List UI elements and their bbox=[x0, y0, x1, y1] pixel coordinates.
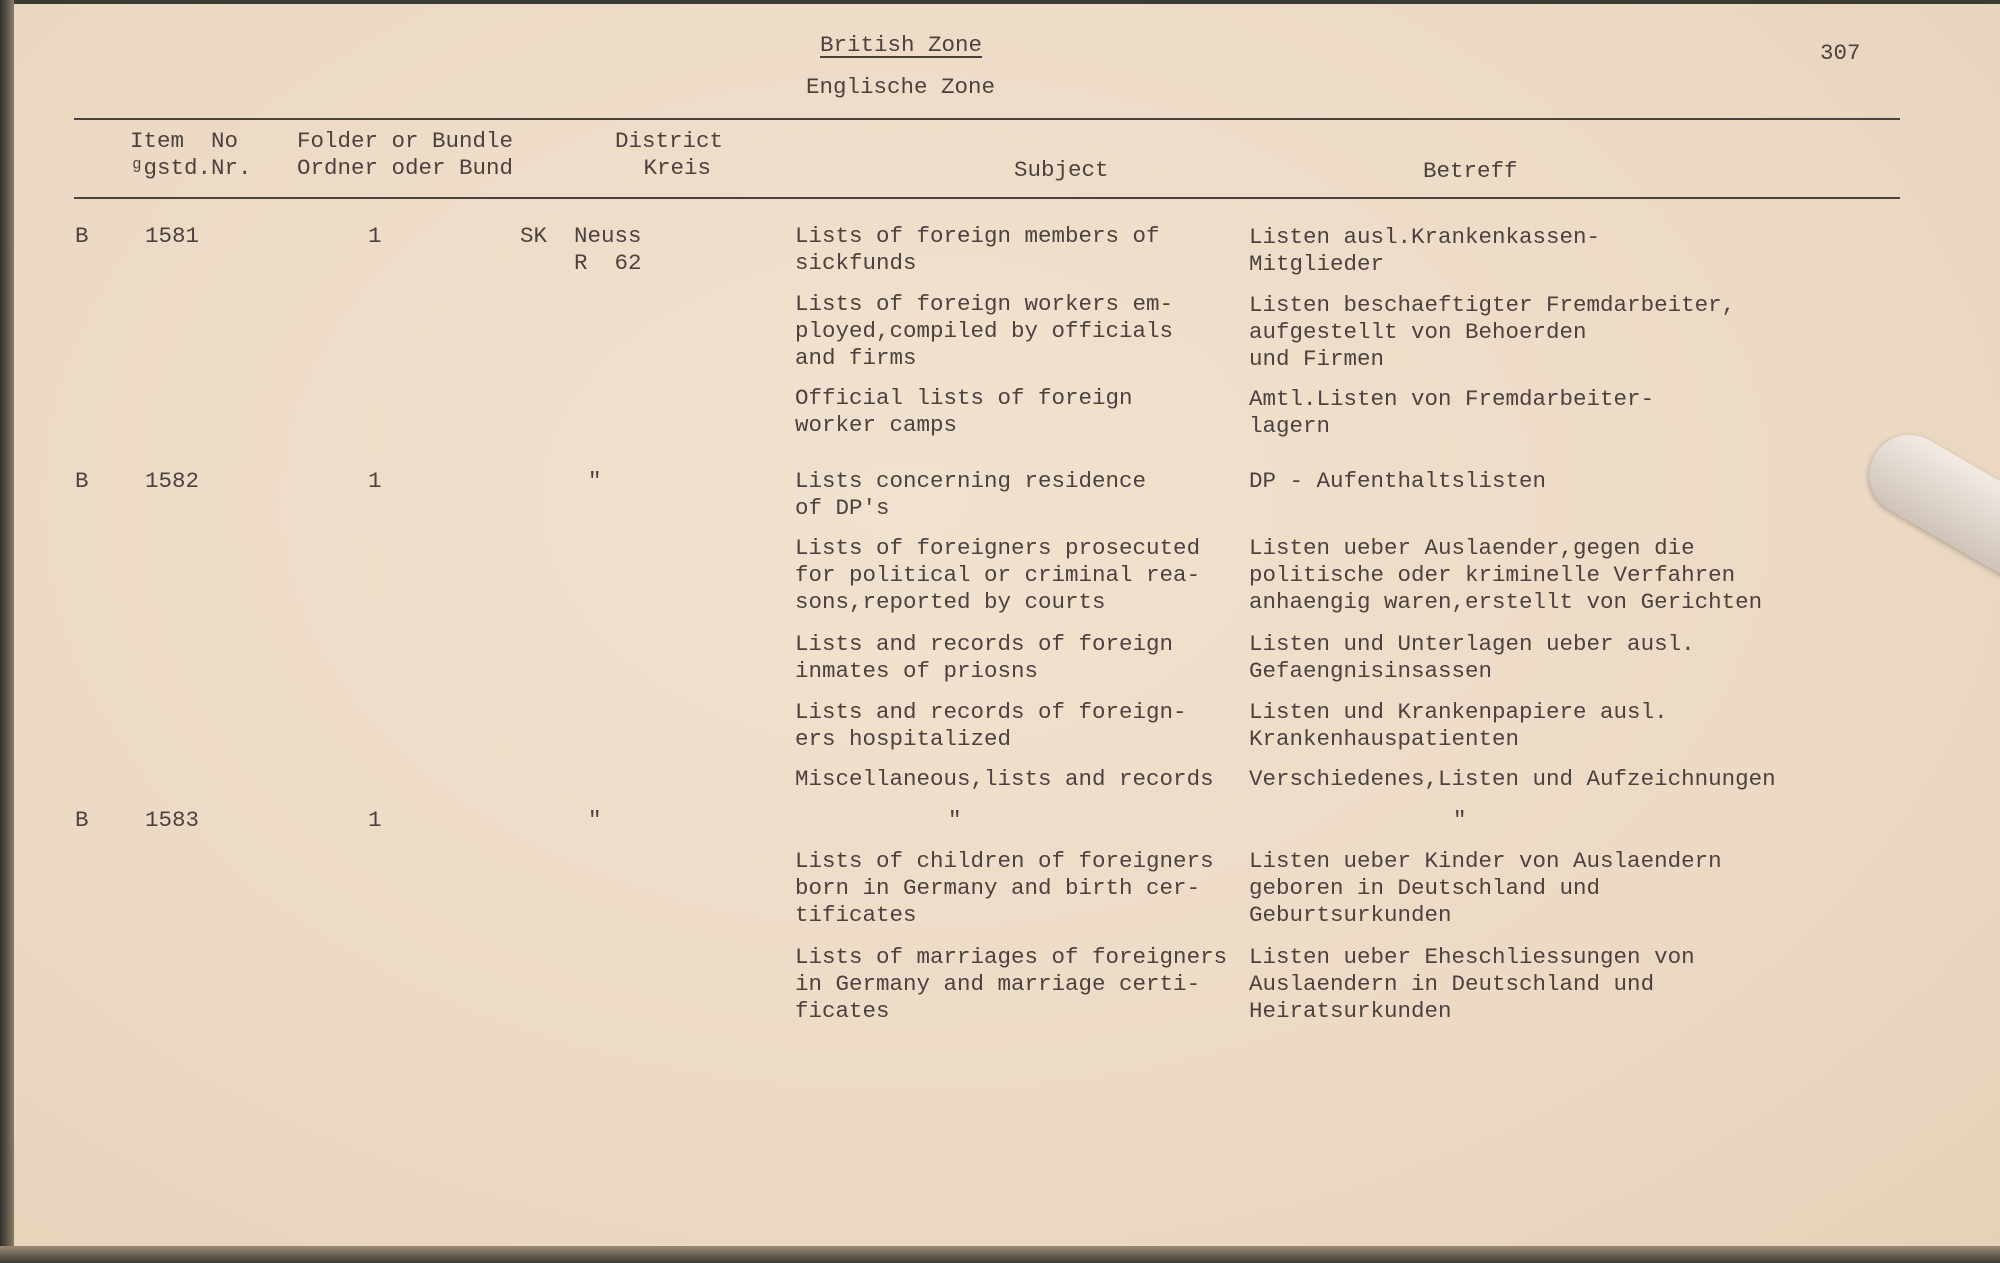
row-subject: Lists concerning residence of DP's bbox=[795, 468, 1147, 521]
row-betreff: Listen und Unterlagen ueber ausl. Gefaengnisinsassen bbox=[1249, 631, 1695, 684]
row-betreff: Listen ueber Auslaender,gegen die politische oder kriminelle Verfahren anhaengig waren,erstellt von Gerichten bbox=[1249, 535, 1763, 615]
row-folder: 1 bbox=[368, 223, 382, 249]
row-betreff: Verschiedenes,Listen und Aufzeichnungen bbox=[1249, 766, 1776, 792]
row-prefix: B bbox=[75, 468, 89, 494]
row-betreff: Listen und Krankenpapiere ausl. Krankenhauspatienten bbox=[1249, 699, 1668, 752]
row-betreff: Listen ueber Kinder von Auslaendern geboren in Deutschland und Geburtsurkunden bbox=[1249, 848, 1722, 928]
row-betreff: Listen ausl.Krankenkassen- Mitglieder bbox=[1249, 224, 1601, 277]
row-subject-ditto: " bbox=[948, 807, 962, 833]
header-folder: Folder or Bundle bbox=[297, 128, 514, 154]
binding-edge bbox=[0, 0, 14, 1263]
row-folder: 1 bbox=[368, 807, 382, 833]
row-district-code: SK bbox=[520, 223, 548, 249]
document-page bbox=[14, 4, 2000, 1248]
header-item-no: Item No bbox=[130, 128, 239, 154]
header-item-no-de: ᵍgstd.Nr. bbox=[130, 155, 252, 181]
row-betreff: DP - Aufenthaltslisten bbox=[1249, 468, 1547, 494]
row-betreff: Amtl.Listen von Fremdarbeiter- lagern bbox=[1249, 386, 1655, 439]
header-betreff: Betreff bbox=[1423, 158, 1518, 184]
row-betreff: Listen ueber Eheschliessungen von Auslaendern in Deutschland und Heiratsurkunden bbox=[1249, 944, 1695, 1024]
row-item-no: 1583 bbox=[145, 807, 200, 833]
row-district-ditto: " bbox=[588, 468, 602, 494]
zone-subtitle: Englische Zone bbox=[806, 74, 996, 100]
header-folder-de: Ordner oder Bund bbox=[297, 155, 514, 181]
row-prefix: B bbox=[75, 223, 89, 249]
row-district-ditto: " bbox=[588, 807, 602, 833]
row-district: Neuss R 62 bbox=[574, 223, 642, 276]
row-item-no: 1581 bbox=[145, 223, 200, 249]
row-betreff: Listen beschaeftigter Fremdarbeiter, aufgestellt von Behoerden und Firmen bbox=[1249, 292, 1736, 372]
row-betreff-ditto: " bbox=[1453, 807, 1467, 833]
header-subject: Subject bbox=[1014, 157, 1109, 183]
header-district: District bbox=[615, 128, 724, 154]
row-subject: Lists and records of foreign inmates of priosns bbox=[795, 631, 1174, 684]
row-subject: Lists of foreigners prosecuted for political or criminal rea- sons,reported by courts bbox=[795, 535, 1201, 615]
row-subject: Lists and records of foreign- ers hospitalized bbox=[795, 699, 1187, 752]
row-folder: 1 bbox=[368, 468, 382, 494]
row-subject: Official lists of foreign worker camps bbox=[795, 385, 1133, 438]
page-number: 307 bbox=[1820, 40, 1861, 66]
header-rule bbox=[74, 197, 1900, 199]
row-item-no: 1582 bbox=[145, 468, 200, 494]
top-rule bbox=[74, 118, 1900, 120]
row-subject: Lists of foreign workers em- ployed,compiled by officials and firms bbox=[795, 291, 1174, 371]
row-subject: Lists of children of foreigners born in Germany and birth cer- tificates bbox=[795, 848, 1214, 928]
row-subject: Miscellaneous,lists and records bbox=[795, 766, 1214, 792]
bottom-edge bbox=[0, 1246, 2000, 1263]
header-district-de: Kreis bbox=[630, 155, 712, 181]
row-prefix: B bbox=[75, 807, 89, 833]
zone-title: British Zone bbox=[820, 32, 983, 58]
row-subject: Lists of marriages of foreigners in Germany and marriage certi- ficates bbox=[795, 944, 1228, 1024]
row-subject: Lists of foreign members of sickfunds bbox=[795, 223, 1160, 276]
